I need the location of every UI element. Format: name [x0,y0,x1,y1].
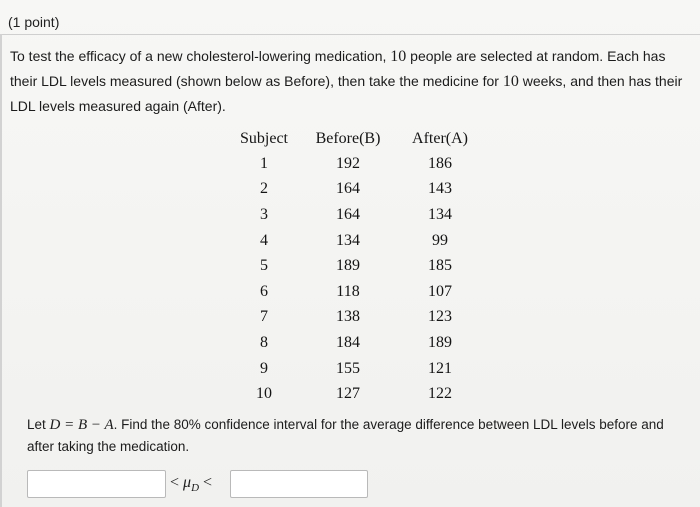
table-row [228,228,484,254]
before-cell: 164 [336,205,360,223]
before-cell: 184 [336,333,360,351]
table-header-row [228,126,484,151]
table-row [228,381,484,407]
subject-cell: 2 [260,180,268,198]
before-cell: 189 [336,257,360,275]
before-cell: 155 [336,359,360,377]
table-row [228,305,484,331]
before-cell: 118 [336,282,360,300]
mu-subscript: D [191,482,200,495]
table-row [228,202,484,228]
question-let: Let [27,417,50,432]
question-text-1: . Find the [113,417,174,432]
table-row [228,151,484,177]
header-after: After(A) [412,129,468,147]
after-cell: 185 [428,257,452,275]
before-cell: 127 [336,385,360,403]
before-cell: 164 [336,180,360,198]
subject-cell: 9 [260,359,268,377]
prompt-text-2: people are selected at random. Each has their LDL levels measured (shown below as Before), then take the medicine for [10,48,666,89]
points-label: (1 point) [8,14,60,30]
prompt-n-people: 10 [390,48,407,65]
after-cell: 107 [428,282,452,300]
after-cell: 122 [428,385,452,403]
header-before: Before(B) [315,129,381,147]
lower-bound-input[interactable] [27,470,166,498]
table-row [228,177,484,203]
subject-cell: 1 [260,154,268,172]
problem-statement [10,44,694,119]
table-row [228,330,484,356]
upper-bound-input[interactable] [230,470,368,498]
less-than-symbol: < [203,474,213,491]
subject-cell: 7 [260,308,268,326]
after-cell: 121 [428,359,452,377]
before-cell: 192 [336,154,360,172]
question-text [27,414,677,457]
divider [0,34,700,35]
subject-cell: 10 [256,385,272,403]
ldl-data-table [228,126,484,407]
table-row [228,356,484,382]
less-than-symbol: < [170,474,180,491]
prompt-text-1: To test the efficacy of a new cholesterol-lowering medication, [10,48,391,64]
prompt-text-3: weeks, and then has their LDL levels measured again (After). [10,73,683,114]
before-cell: 138 [336,308,360,326]
header-subject: Subject [240,129,288,147]
subject-cell: 5 [260,257,268,275]
panel-border [0,34,2,507]
after-cell: 143 [428,180,452,198]
confidence-level: 80% [173,417,201,432]
after-cell: 189 [428,333,452,351]
subject-cell: 3 [260,205,268,223]
table-row [228,253,484,279]
prompt-n-weeks: 10 [502,73,519,90]
table-row [228,279,484,305]
before-cell: 134 [336,231,360,249]
after-cell: 99 [432,231,448,249]
difference-definition: D = B − A [49,417,114,433]
question-text-2: confidence interval for the average difference between LDL levels before and after taking the medication. [27,417,664,454]
subject-cell: 4 [260,231,268,249]
after-cell: 134 [428,205,452,223]
after-cell: 186 [428,154,452,172]
mu-d-inequality-label [170,474,212,494]
mu-symbol: μ [183,474,192,491]
subject-cell: 8 [260,333,268,351]
after-cell: 123 [428,308,452,326]
subject-cell: 6 [260,282,268,300]
